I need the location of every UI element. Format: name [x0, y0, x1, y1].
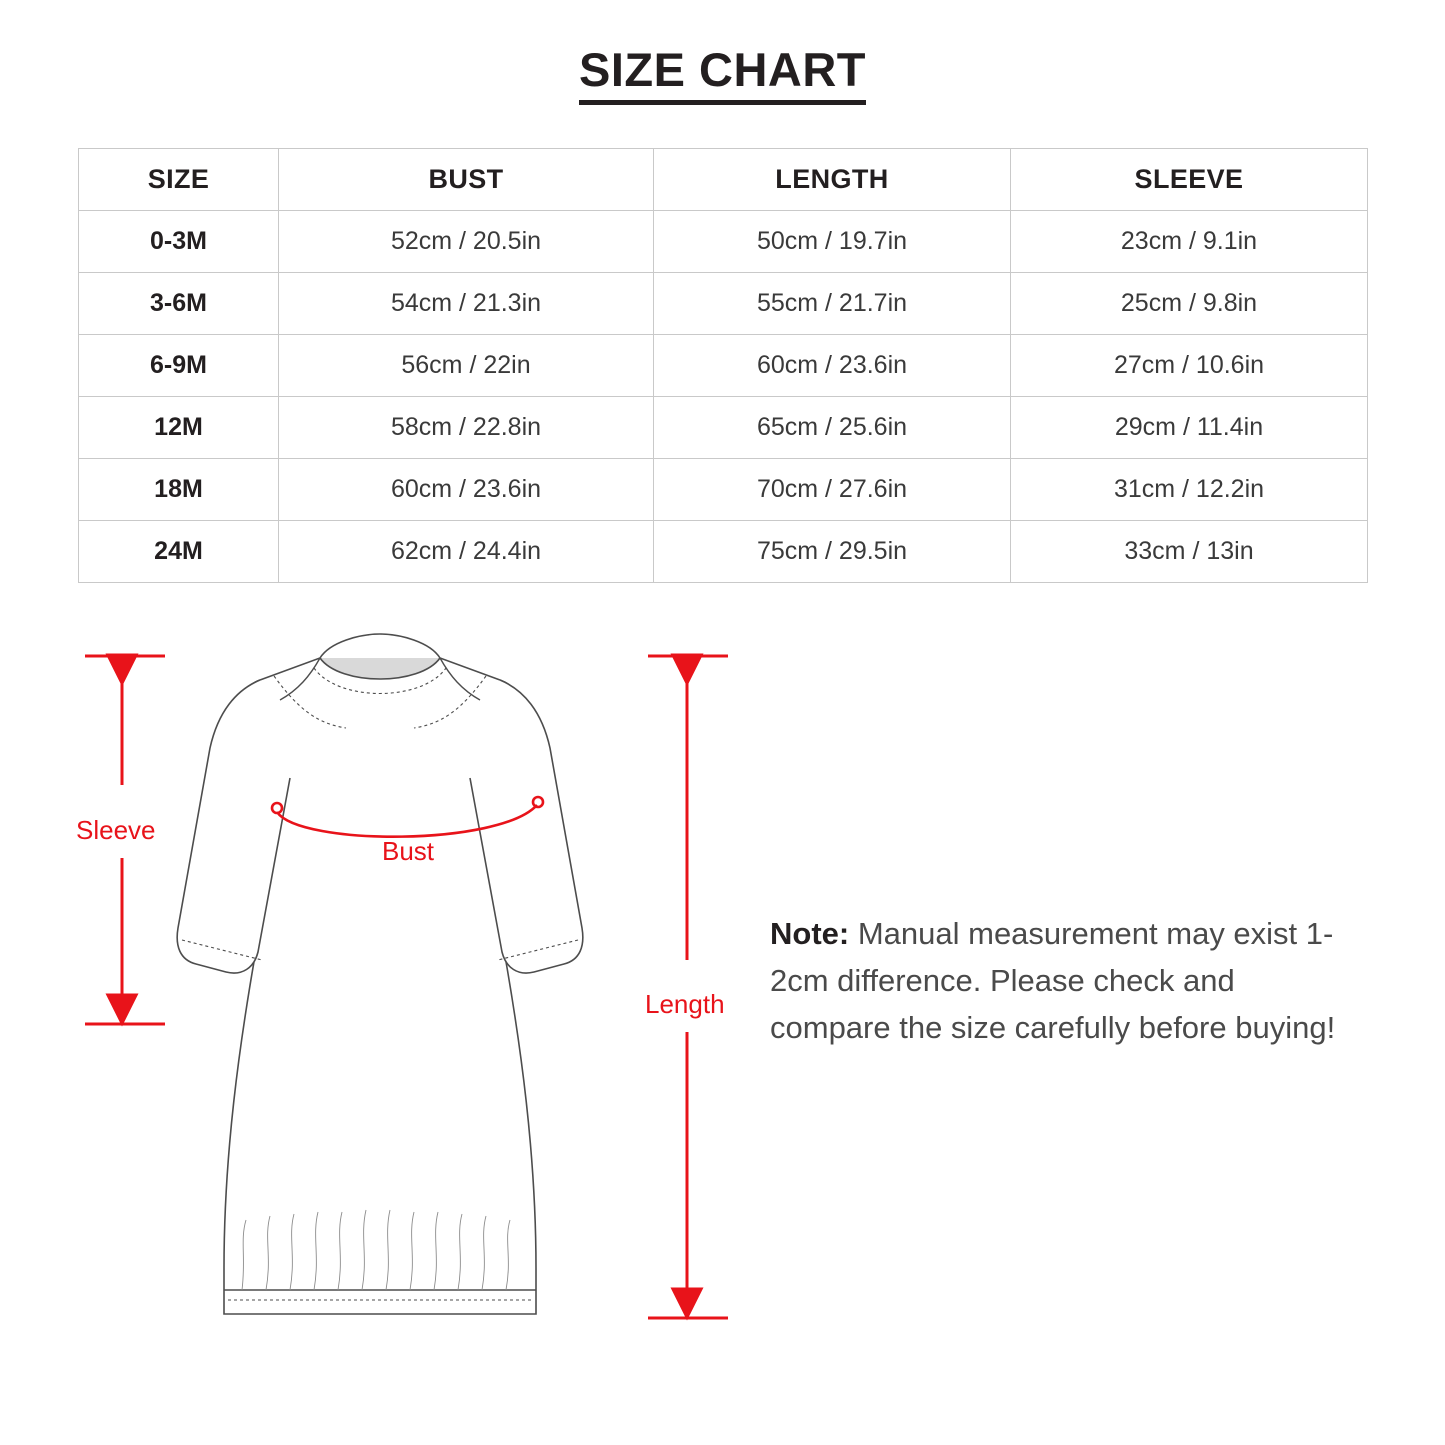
cell-length: 55cm / 21.7in: [654, 273, 1011, 335]
table-row: [79, 397, 1368, 459]
size-chart-table: [78, 148, 1368, 583]
cell-bust: 56cm / 22in: [279, 335, 654, 397]
cell-sleeve: 23cm / 9.1in: [1011, 211, 1368, 273]
cell-size: 18M: [79, 459, 279, 521]
cell-sleeve: 25cm / 9.8in: [1011, 273, 1368, 335]
column-header-length: LENGTH: [654, 149, 1011, 211]
cell-sleeve: 29cm / 11.4in: [1011, 397, 1368, 459]
cell-length: 70cm / 27.6in: [654, 459, 1011, 521]
column-header-bust: BUST: [279, 149, 654, 211]
cell-length: 65cm / 25.6in: [654, 397, 1011, 459]
cell-size: 6-9M: [79, 335, 279, 397]
table-row: [79, 459, 1368, 521]
cell-bust: 58cm / 22.8in: [279, 397, 654, 459]
table-row: [79, 521, 1368, 583]
table-row: [79, 335, 1368, 397]
cell-size: 12M: [79, 397, 279, 459]
bust-measure-curve: [272, 797, 543, 837]
column-header-size: SIZE: [79, 149, 279, 211]
table-row: [79, 273, 1368, 335]
table-header-row: [79, 149, 1368, 211]
page-title: [0, 0, 1445, 105]
length-measure-arrow: [648, 656, 728, 1318]
cell-length: 50cm / 19.7in: [654, 211, 1011, 273]
cell-bust: 54cm / 21.3in: [279, 273, 654, 335]
table-row: [79, 211, 1368, 273]
cell-sleeve: 33cm / 13in: [1011, 521, 1368, 583]
length-label: Length: [645, 989, 725, 1019]
column-header-sleeve: SLEEVE: [1011, 149, 1368, 211]
cell-length: 60cm / 23.6in: [654, 335, 1011, 397]
cell-bust: 62cm / 24.4in: [279, 521, 654, 583]
page-title-text: SIZE CHART: [579, 44, 866, 105]
measurement-note: [770, 910, 1350, 1051]
cell-sleeve: 27cm / 10.6in: [1011, 335, 1368, 397]
cell-size: 24M: [79, 521, 279, 583]
note-lead: Note:: [770, 916, 850, 951]
cell-sleeve: 31cm / 12.2in: [1011, 459, 1368, 521]
note-text: Manual measurement may exist 1-2cm difference. Please check and compare the size carefully before buying!: [770, 916, 1336, 1046]
cell-size: 0-3M: [79, 211, 279, 273]
cell-bust: 60cm / 23.6in: [279, 459, 654, 521]
bust-label: Bust: [382, 836, 435, 866]
cell-length: 75cm / 29.5in: [654, 521, 1011, 583]
size-chart-table-container: [78, 148, 1367, 583]
cell-size: 3-6M: [79, 273, 279, 335]
cell-bust: 52cm / 20.5in: [279, 211, 654, 273]
sleeve-label: Sleeve: [76, 815, 156, 845]
